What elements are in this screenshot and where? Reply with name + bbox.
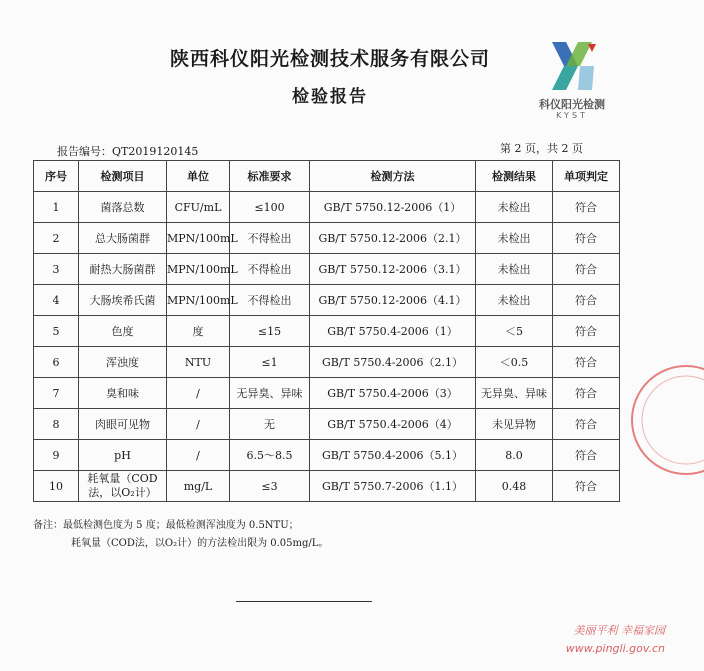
- cell-judgement: 符合: [553, 192, 620, 223]
- watermark: [470, 622, 665, 658]
- cell-unit: 度: [167, 316, 230, 347]
- official-seal-icon: [624, 360, 704, 480]
- page-info: 第 2 页，共 2 页: [500, 142, 583, 155]
- cell-item: 耐热大肠菌群: [79, 254, 167, 285]
- cell-unit: NTU: [167, 347, 230, 378]
- watermark-slogan: 美丽平利 幸福家园: [573, 624, 665, 637]
- cell-result: 未检出: [476, 254, 553, 285]
- cell-standard: ≤100: [230, 192, 310, 223]
- table-row: [34, 316, 620, 347]
- cell-item: 总大肠菌群: [79, 223, 167, 254]
- cell-judgement: 符合: [553, 223, 620, 254]
- cell-index: 3: [34, 254, 79, 285]
- cell-judgement: 符合: [553, 409, 620, 440]
- table-row: [34, 347, 620, 378]
- cell-index: 2: [34, 223, 79, 254]
- cell-judgement: 符合: [553, 440, 620, 471]
- cell-standard: ≤1: [230, 347, 310, 378]
- cell-method: GB/T 5750.4-2006（3）: [310, 378, 476, 409]
- logo-mark-icon: [522, 36, 622, 96]
- cell-index: 6: [34, 347, 79, 378]
- header-cell: 标准要求: [230, 161, 310, 192]
- cell-method: GB/T 5750.4-2006（1）: [310, 316, 476, 347]
- remark-line: 耗氧量（COD法，以O₂计）的方法检出限为 0.05mg/L。: [71, 538, 329, 549]
- table-row: [34, 254, 620, 285]
- cell-judgement: 符合: [553, 471, 620, 502]
- cell-judgement: 符合: [553, 347, 620, 378]
- header-cell: 检测结果: [476, 161, 553, 192]
- cell-result: 未检出: [476, 223, 553, 254]
- report-number: 报告编号：QT2019120145: [57, 145, 199, 158]
- cell-standard: 无: [230, 409, 310, 440]
- company-logo: [522, 36, 622, 126]
- header-cell: 单项判定: [553, 161, 620, 192]
- cell-unit: MPN/100mL: [167, 254, 230, 285]
- cell-item: pH: [79, 440, 167, 471]
- cell-item: 臭和味: [79, 378, 167, 409]
- cell-result: 未检出: [476, 285, 553, 316]
- cell-result: 无异臭、异味: [476, 378, 553, 409]
- cell-result: 0.48: [476, 471, 553, 502]
- table-row: [34, 223, 620, 254]
- cell-index: 8: [34, 409, 79, 440]
- table-row: [34, 192, 620, 223]
- cell-item: 耗氧量（COD法，以O₂计）: [79, 471, 167, 502]
- table-row: [34, 409, 620, 440]
- cell-unit: CFU/mL: [167, 192, 230, 223]
- report-title: 检验报告: [292, 87, 368, 107]
- cell-unit: /: [167, 409, 230, 440]
- cell-standard: 不得检出: [230, 254, 310, 285]
- table-row: [34, 471, 620, 502]
- header-cell: 单位: [167, 161, 230, 192]
- remark-line: 备注：最低检测色度为 5 度；最低检测浑浊度为 0.5NTU；: [33, 520, 299, 531]
- cell-method: GB/T 5750.12-2006（1）: [310, 192, 476, 223]
- cell-item: 大肠埃希氏菌: [79, 285, 167, 316]
- cell-judgement: 符合: [553, 254, 620, 285]
- table-row: [34, 440, 620, 471]
- cell-standard: ≤15: [230, 316, 310, 347]
- cell-result: 8.0: [476, 440, 553, 471]
- header-cell: 检测项目: [79, 161, 167, 192]
- cell-method: GB/T 5750.4-2006（2.1）: [310, 347, 476, 378]
- cell-unit: /: [167, 440, 230, 471]
- signature-line: [236, 601, 372, 602]
- cell-index: 4: [34, 285, 79, 316]
- table-header-row: [34, 161, 620, 192]
- cell-unit: MPN/100mL: [167, 285, 230, 316]
- cell-item: 色度: [79, 316, 167, 347]
- cell-method: GB/T 5750.7-2006（1.1）: [310, 471, 476, 502]
- company-name: 陕西科仪阳光检测技术服务有限公司: [169, 48, 490, 70]
- logo-subtitle: KYST: [556, 111, 588, 120]
- cell-index: 1: [34, 192, 79, 223]
- cell-unit: /: [167, 378, 230, 409]
- cell-result: ＜5: [476, 316, 553, 347]
- cell-index: 9: [34, 440, 79, 471]
- cell-index: 10: [34, 471, 79, 502]
- cell-method: GB/T 5750.4-2006（4）: [310, 409, 476, 440]
- cell-item: 肉眼可见物: [79, 409, 167, 440]
- table-row: [34, 378, 620, 409]
- cell-item: 菌落总数: [79, 192, 167, 223]
- cell-index: 5: [34, 316, 79, 347]
- cell-standard: ≤3: [230, 471, 310, 502]
- cell-unit: MPN/100mL: [167, 223, 230, 254]
- cell-standard: 不得检出: [230, 223, 310, 254]
- watermark-url: www.pingli.gov.cn: [565, 642, 665, 655]
- header-cell: 序号: [34, 161, 79, 192]
- cell-standard: 不得检出: [230, 285, 310, 316]
- logo-name: 科仪阳光检测: [539, 98, 605, 111]
- remarks: [33, 517, 619, 553]
- cell-result: ＜0.5: [476, 347, 553, 378]
- cell-unit: mg/L: [167, 471, 230, 502]
- cell-index: 7: [34, 378, 79, 409]
- cell-method: GB/T 5750.12-2006（4.1）: [310, 285, 476, 316]
- cell-method: GB/T 5750.12-2006（2.1）: [310, 223, 476, 254]
- cell-judgement: 符合: [553, 378, 620, 409]
- cell-method: GB/T 5750.4-2006（5.1）: [310, 440, 476, 471]
- results-table: [33, 160, 620, 502]
- cell-item: 浑浊度: [79, 347, 167, 378]
- cell-standard: 6.5～8.5: [230, 440, 310, 471]
- table-row: [34, 285, 620, 316]
- cell-judgement: 符合: [553, 316, 620, 347]
- cell-result: 未检出: [476, 192, 553, 223]
- cell-standard: 无异臭、异味: [230, 378, 310, 409]
- header-cell: 检测方法: [310, 161, 476, 192]
- cell-method: GB/T 5750.12-2006（3.1）: [310, 254, 476, 285]
- cell-result: 未见异物: [476, 409, 553, 440]
- cell-judgement: 符合: [553, 285, 620, 316]
